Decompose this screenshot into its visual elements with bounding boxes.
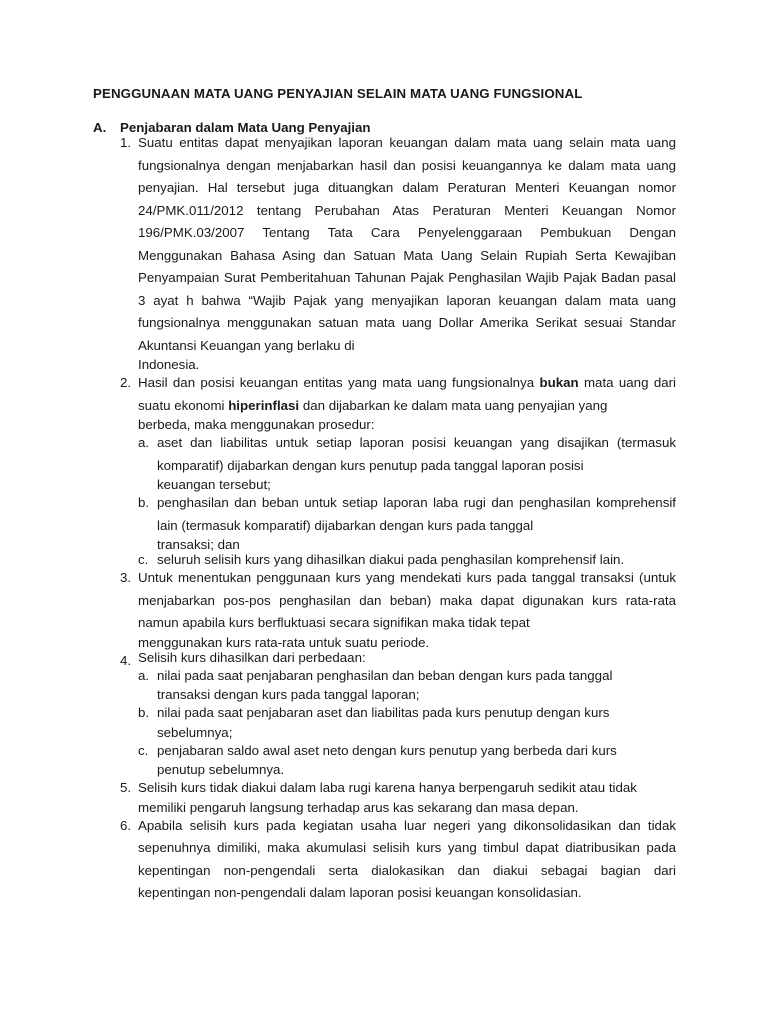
sub-item-last-line: keuangan tersebut; [157,477,271,492]
section-heading-text: Penjabaran dalam Mata Uang Penyajian [120,120,371,135]
sub-item-last-line: sebelumnya; [157,724,233,740]
sub-item-2b [138,492,676,552]
list-item-text: Selisih kurs dihasilkan dari perbedaan: [138,649,366,665]
list-item-text: Suatu entitas dapat menyajikan laporan keuangan dalam mata uang selain mata uang fungsionalnya dengan menjabarkan hasil dan posisi keuangannya ke dalam mata uang penyajian. Hal tersebut juga dituangkan dalam Peraturan Menteri Keuangan nomor 24/PMK.011/2012 tentang Perubahan Atas Peraturan Menteri Keuangan Nomor 196/PMK.03/2007 Tentang Tata Cara Penyelenggaraan Pembukuan Dengan Menggunakan Bahasa Asing dan Satuan Mata Uang Selain Rupiah Serta Kewajiban Penyampaian Surat Pemberitahuan Tahunan Pajak Penghasilan Wajib Pajak Badan pasal 3 ayat h bahwa “Wajib Pajak yang menyajikan laporan keuangan dalam mata uang fungsionalnya menggunakan satuan mata uang Dollar Amerika Serikat sesuai Standar Akuntansi Keuangan yang berlaku di [138,135,676,353]
sub-item-last-line: transaksi; dan [157,537,240,552]
sub-letter: b. [138,495,150,510]
sub-item-text: nilai pada saat penjabaran aset dan liabilitas pada kurs penutup dengan kurs [157,705,610,720]
sub-item-text: penghasilan dan beban untuk setiap laporan laba rugi dan penghasilan komprehensif lain (termasuk komparatif) dijabarkan dengan kurs pada tanggal [157,495,676,533]
sub-item-4c [138,740,676,778]
list-item-text [138,375,676,413]
sub-letter: c. [138,552,149,567]
list-item-6 [120,815,676,905]
bold-term-hiperinflasi: hiperinflasi [228,397,300,413]
list-number: 3. [120,570,132,585]
list-item-2 [120,372,676,567]
list-item-text: Apabila selisih kurs pada kegiatan usaha luar negeri yang dikonsolidasikan dan tidak sepenuhnya dimiliki, maka akumulasi selisih kurs yang timbul dapat diatribusikan pada kepentingan non-pengendali serta dialokasikan dan diakui sebagai bagian dari kepentingan non-pengendali dalam laporan posisi keuangan konsolidasian. [138,817,676,900]
sub-item-last-line: transaksi dengan kurs pada tanggal laporan; [157,687,420,702]
text-run: Hasil dan posisi keuangan entitas yang mata uang fungsionalnya [138,375,540,390]
sub-letter: a. [138,667,150,683]
sub-item-last-line: penutup sebelumnya. [157,762,285,777]
list-item-5 [120,777,676,815]
sub-item-2c [138,552,676,567]
list-number: 2. [120,375,132,390]
list-item-text: Selisih kurs tidak diakui dalam laba rugi karena hanya berpengaruh sedikit atau tidak [138,780,637,795]
list-number: 1. [120,135,132,150]
sub-item-4a [138,665,676,703]
sub-letter: c. [138,742,149,758]
sub-letter: b. [138,705,150,720]
list-item-1 [120,132,676,372]
bold-term-bukan: bukan [539,375,579,390]
list-item-last-line: menggunakan kurs rata-rata untuk suatu periode. [138,634,430,650]
sub-item-2a [138,432,676,492]
list-item-last-line: memiliki pengaruh langsung terhadap arus kas sekarang dan masa depan. [138,799,579,815]
sub-item-text: nilai pada saat penjabaran penghasilan dan beban dengan kurs pada tanggal [157,667,613,683]
list-number: 4. [120,652,132,668]
section-letter: A. [93,120,107,135]
list-item-4 [120,650,676,778]
list-item-last-line: Indonesia. [138,357,200,372]
list-item-3 [120,567,676,650]
text-run: mata uang dari suatu ekonomi [138,375,676,413]
sub-item-text: aset dan liabilitas untuk setiap laporan posisi keuangan yang disajikan (termasuk komparatif) dijabarkan dengan kurs penutup pada tanggal laporan posisi [157,435,676,473]
text-run: dan dijabarkan ke dalam mata uang penyajian yang [299,397,608,413]
list-number: 5. [120,780,132,795]
list-number: 6. [120,817,132,833]
document-body [120,132,676,905]
list-item-last-line: berbeda, maka menggunakan prosedur: [138,417,375,432]
sub-item-4b [138,702,676,740]
document-title: PENGGUNAAN MATA UANG PENYAJIAN SELAIN MATA UANG FUNGSIONAL [93,86,583,101]
sub-item-text: seluruh selisih kurs yang dihasilkan diakui pada penghasilan komprehensif lain. [157,552,625,567]
sub-letter: a. [138,435,150,450]
sub-item-text: penjabaran saldo awal aset neto dengan kurs penutup yang berbeda dari kurs [157,742,617,758]
list-item-text: Untuk menentukan penggunaan kurs yang mendekati kurs pada tanggal transaksi (untuk menjabarkan pos-pos penghasilan dan beban) maka dapat digunakan kurs rata-rata namun apabila kurs berfluktuasi secara signifikan maka tidak tepat [138,570,676,630]
